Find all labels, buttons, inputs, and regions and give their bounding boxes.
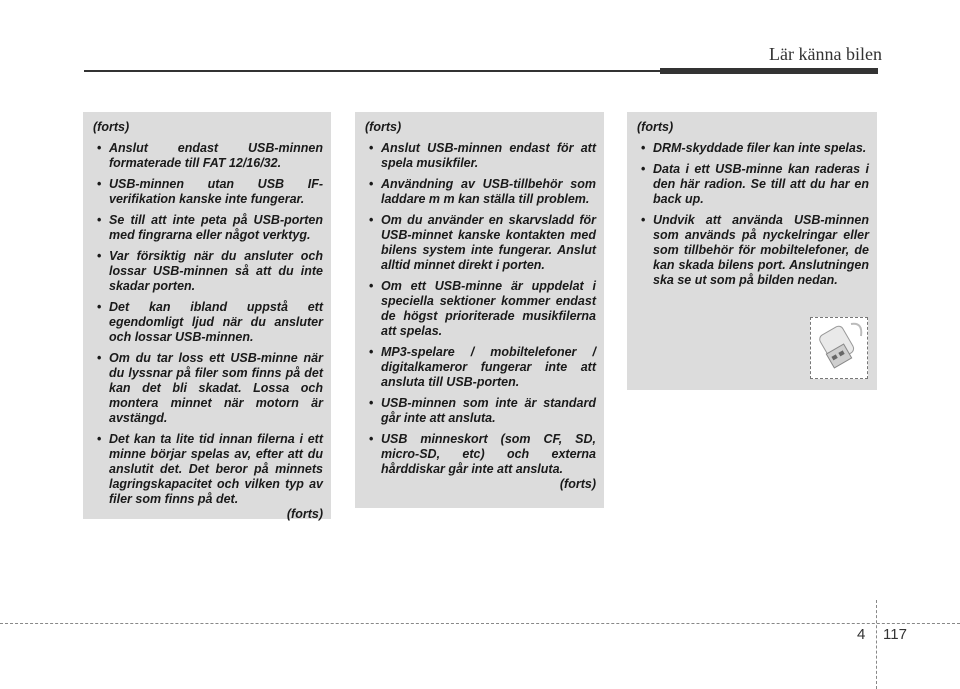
list-item: • Användning av USB-tillbehör som laddare m m kan ställa till problem.: [365, 177, 596, 207]
page-number: 117: [883, 626, 907, 643]
list-item: • Undvik att använda USB-minnen som används på nyckelringar eller som tillbehör för mobiltelefoner, de kan skada bilens port. Anslutningen ska se ut som på bilden nedan.: [637, 213, 869, 288]
info-box-middle: [355, 112, 604, 508]
forts-label-top: (forts): [93, 120, 130, 134]
list-item: • Se till att inte peta på USB-porten med fingrarna eller något verktyg.: [93, 213, 323, 243]
header-rule-thick: [660, 68, 878, 74]
list-item: • Anslut USB-minnen endast för att spela musikfiler.: [365, 141, 596, 171]
footer-dashed-divider: [876, 600, 877, 689]
list-item: • Det kan ta lite tid innan filerna i ett minne börjar spelas av, efter att du anslutit det. Det beror på minnets lagringskapacitet och vilken typ av filer som finns på det.: [93, 432, 323, 507]
list-item: • Data i ett USB-minne kan raderas i den här radion. Se till att du har en back up.: [637, 162, 869, 207]
bullet-list: [93, 141, 323, 507]
list-item: • USB minneskort (som CF, SD, micro-SD, etc) och externa hårddiskar går inte att ansluta.: [365, 432, 596, 477]
bullet-list: [365, 141, 596, 477]
list-item: • Om du tar loss ett USB-minne när du lyssnar på filer som finns på det kan det bli skadat. Lossa och montera minnet när motorn är avstängd.: [93, 351, 323, 426]
header-title: Lär känna bilen: [769, 44, 882, 64]
chapter-number: 4: [857, 626, 866, 643]
info-box-left: [83, 112, 331, 519]
list-item: • USB-minnen som inte är standard går inte att ansluta.: [365, 396, 596, 426]
list-item: • MP3-spelare / mobiltelefoner / digitalkameror fungerar inte att ansluta till USB-porten.: [365, 345, 596, 390]
usb-stick-image: [810, 317, 868, 379]
forts-label-bottom: (forts): [559, 477, 596, 491]
list-item: • Om du använder en skarvsladd för USB-minnet kanske kontakten med bilens system inte fungerar. Anslut alltid minnet direkt i porten.: [365, 213, 596, 273]
bullet-list: [637, 141, 869, 288]
list-item: • Det kan ibland uppstå ett egendomligt ljud när du ansluter och lossar USB-minnen.: [93, 300, 323, 345]
list-item: • Om ett USB-minne är uppdelat i speciella sektioner kommer endast de högst prioriterade musikfilerna att spelas.: [365, 279, 596, 339]
usb-stick-icon: [811, 318, 867, 378]
header-rule-thin: [84, 70, 662, 72]
list-item: • Var försiktig när du ansluter och lossar USB-minnen så att du inte skadar porten.: [93, 249, 323, 294]
list-item: • USB-minnen utan USB IF-verifikation kanske inte fungerar.: [93, 177, 323, 207]
forts-label-top: (forts): [365, 120, 402, 134]
list-item: • Anslut endast USB-minnen formaterade till FAT 12/16/32.: [93, 141, 323, 171]
footer-dashed-rule: [0, 623, 960, 624]
info-box-right: [627, 112, 877, 390]
forts-label-top: (forts): [637, 120, 674, 134]
list-item: • DRM-skyddade filer kan inte spelas.: [637, 141, 869, 156]
forts-label-bottom: (forts): [286, 507, 323, 521]
